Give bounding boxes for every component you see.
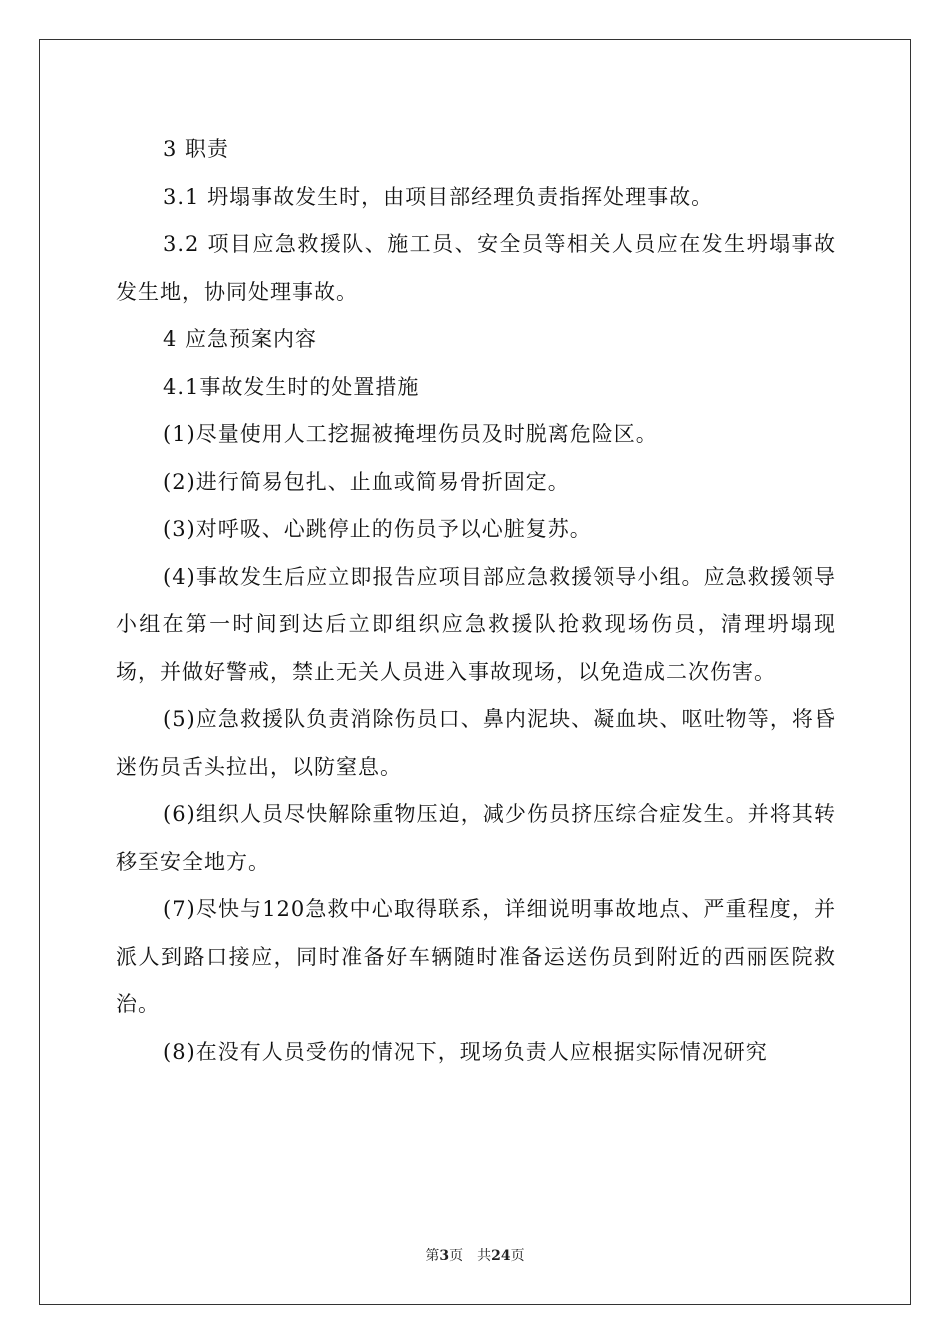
paragraph-item-7: (7)尽快与120急救中心取得联系，详细说明事故地点、严重程度，并派人到路口接应，同时准备好车辆随时准备运送伤员到附近的西丽医院救治。 [116, 897, 836, 1016]
footer-page-prefix: 第 [425, 1248, 440, 1264]
paragraph-item-4: (4)事故发生后应立即报告应项目部应急救援领导小组。应急救援领导小组在第一时间到达后立即组织应急救援队抢救现场伤员，清理坍塌现场，并做好警戒，禁止无关人员进入事故现场，以免造成二次伤害。 [116, 564, 836, 684]
footer-page-number: 3 [439, 1248, 450, 1264]
paragraph-item-8: (8)在没有人员受伤的情况下，现场负责人应根据实际情况研究 [163, 1039, 768, 1064]
paragraph-item-5: (5)应急救援队负责消除伤员口、鼻内泥块、凝血块、呕吐物等，将昏迷伤员舌头拉出，以防窒息。 [116, 707, 836, 779]
paragraph-item-2: (2)进行简易包扎、止血或简易骨折固定。 [163, 469, 570, 494]
footer-page-suffix: 页 [449, 1248, 464, 1264]
paragraph-3-1: 3.1 坍塌事故发生时，由项目部经理负责指挥处理事故。 [163, 184, 714, 209]
document-body [116, 126, 836, 1076]
paragraph-section-4-heading: 4 应急预案内容 [163, 327, 318, 351]
page-footer [0, 1247, 950, 1265]
footer-total-prefix: 共 [477, 1248, 492, 1264]
paragraph-item-3: (3)对呼吸、心跳停止的伤员予以心脏复苏。 [163, 517, 592, 541]
paragraph-item-6: (6)组织人员尽快解除重物压迫，减少伤员挤压综合症发生。并将其转移至安全地方。 [116, 802, 836, 874]
paragraph-3-2: 3.2 项目应急救援队、施工员、安全员等相关人员应在发生坍塌事故发生地，协同处理事故。 [116, 232, 836, 304]
footer-total-pages: 24 [491, 1248, 511, 1264]
footer-total-suffix: 页 [510, 1248, 525, 1264]
paragraph-4-1-heading: 4.1事故发生时的处置措施 [163, 374, 420, 399]
paragraph-item-1: (1)尽量使用人工挖掘被掩埋伤员及时脱离危险区。 [163, 422, 658, 446]
paragraph-section-3-heading: 3 职责 [163, 137, 230, 161]
